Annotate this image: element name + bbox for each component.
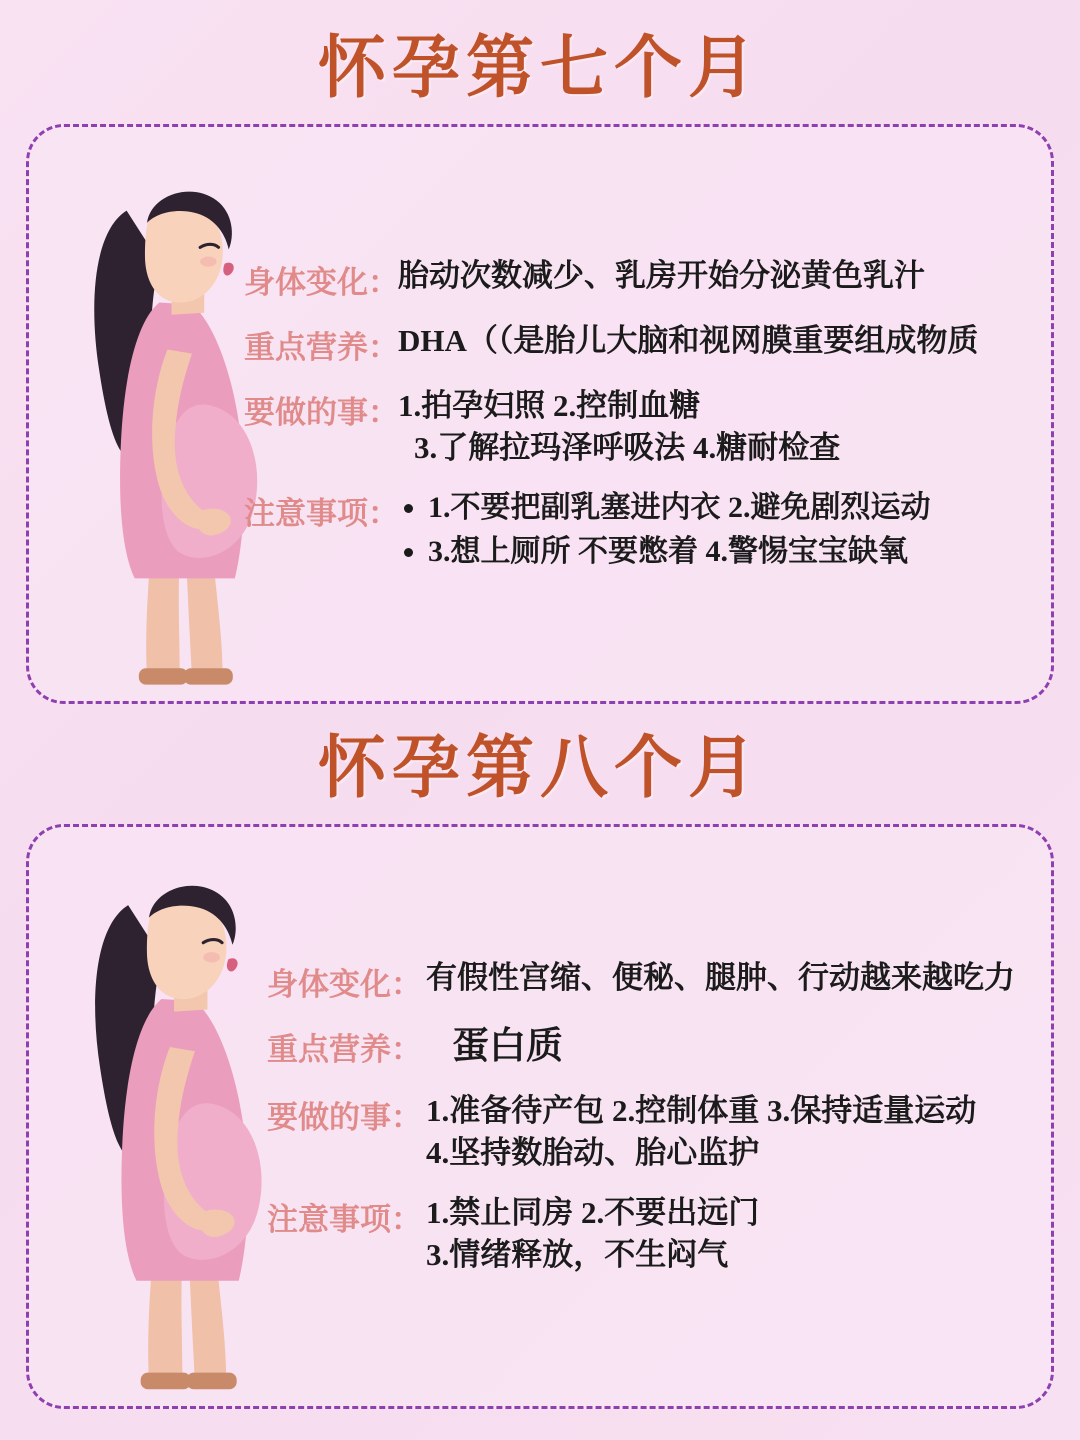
row-label: 身体变化： <box>244 264 399 300</box>
row-body-changes <box>244 255 1037 302</box>
info-rows-month-eight <box>254 827 1041 1406</box>
row-key-nutrition <box>254 1022 1041 1072</box>
row-line: 3.情绪释放，不生闷气 <box>426 1236 729 1272</box>
row-value-bullets <box>394 486 931 573</box>
row-line: 3.了解拉玛泽呼吸法 4.糖耐检查 <box>414 429 841 465</box>
row-line: 胎动次数减少、乳房开始分泌黄色乳汁 <box>398 257 925 293</box>
row-things-to-do <box>244 385 1037 469</box>
list-item: • 1.不要把副乳塞进内衣 2.避免剧烈运动 <box>428 486 931 530</box>
row-value <box>398 385 840 469</box>
row-label: 重点营养： <box>267 1032 422 1068</box>
list-item: • 3.想上厕所 不要憋着 4.警惕宝宝缺氧 <box>428 530 931 574</box>
row-value <box>398 320 978 362</box>
row-things-to-do <box>254 1090 1041 1174</box>
row-label: 重点营养： <box>244 329 399 365</box>
page-title-month-eight: 怀孕第八个月 <box>317 730 762 806</box>
row-value <box>426 957 1015 999</box>
row-label: 要做的事： <box>244 394 399 430</box>
row-label: 身体变化： <box>267 967 422 1003</box>
row-line: 1.禁止同房 2.不要出远门 <box>426 1194 760 1230</box>
row-line: 有假性宫缩、便秘、腿肿、行动越来越吃力 <box>426 960 1015 996</box>
content-card-month-eight <box>26 824 1054 1409</box>
section-month-eight <box>0 704 1080 1409</box>
row-label: 注意事项： <box>267 1201 422 1237</box>
row-line: 1.拍孕妇照 2.控制血糖 <box>398 387 701 423</box>
row-key-nutrition <box>244 320 1037 367</box>
row-label: 要做的事： <box>267 1100 422 1136</box>
row-value <box>426 1022 563 1072</box>
row-body-changes <box>254 957 1041 1004</box>
info-rows-month-seven <box>244 127 1037 701</box>
row-value <box>426 1192 759 1276</box>
row-precautions <box>244 486 1037 573</box>
row-line: 蛋白质 <box>452 1026 563 1068</box>
content-card-month-seven <box>26 124 1054 704</box>
row-label: 注意事项： <box>244 496 399 532</box>
page-title-month-seven: 怀孕第七个月 <box>317 30 762 106</box>
row-value <box>426 1090 976 1174</box>
row-line: 4.坚持数胎动、胎心监护 <box>426 1135 760 1171</box>
row-line: DHA（（是胎儿大脑和视网膜重要组成物质 <box>398 322 979 358</box>
section-month-seven <box>0 0 1080 704</box>
row-value <box>398 255 925 297</box>
row-precautions <box>254 1192 1041 1276</box>
row-line: 1.准备待产包 2.控制体重 3.保持适量运动 <box>426 1093 977 1129</box>
